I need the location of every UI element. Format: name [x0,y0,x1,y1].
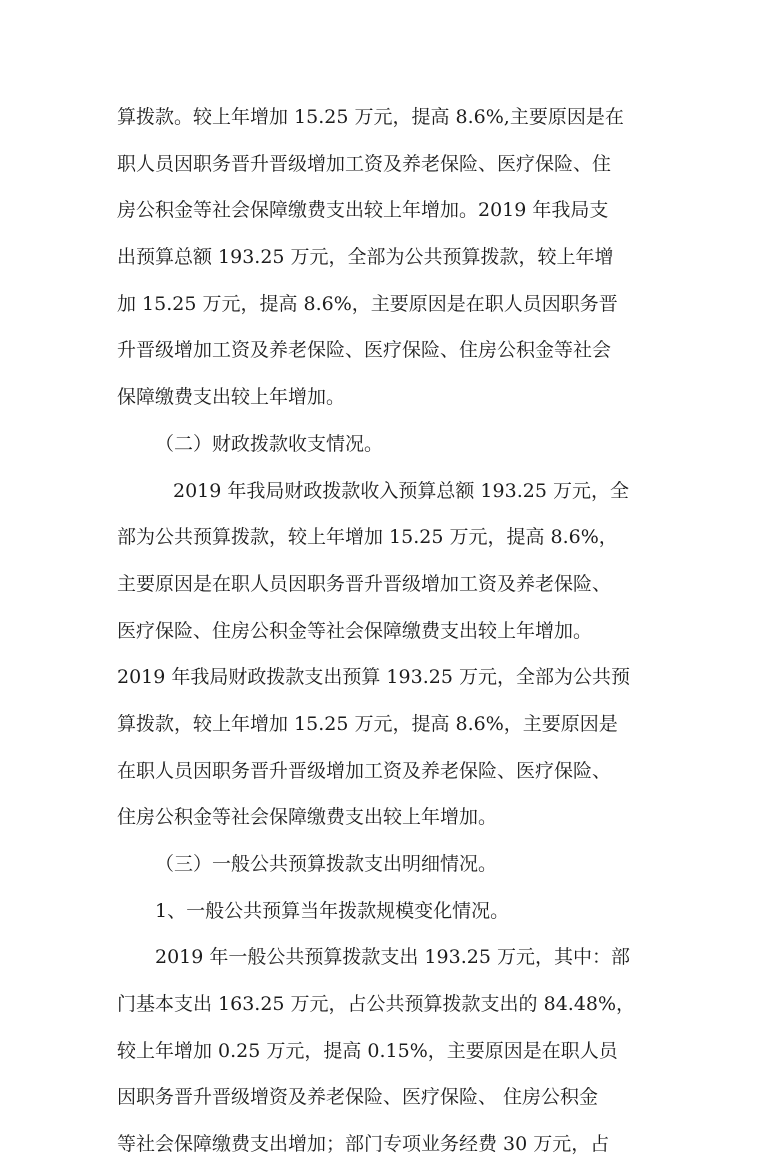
text-line: 职人员因职务晋升晋级增加工资及养老保险、医疗保险、住 [117,152,612,175]
text-line: 升晋级增加工资及养老保险、医疗保险、住房公积金等社会 [117,339,612,362]
text-line: 因职务晋升晋级增资及养老保险、医疗保险、 住房公积金 [117,1086,599,1109]
text-line: 出预算总额 193.25 万元，全部为公共预算拨款，较上年增 [117,246,614,269]
text-line: 2019 年我局财政拨款收入预算总额 193.25 万元，全 [173,479,629,502]
text-line: 医疗保险、住房公积金等社会保障缴费支出较上年增加。 [117,619,593,642]
section-heading: （二）财政拨款收支情况。 [155,432,384,455]
text-line: 房公积金等社会保障缴费支出较上年增加。2019 年我局支 [117,199,609,222]
text-line: 2019 年我局财政拨款支出预算 193.25 万元，全部为公共预 [117,666,630,689]
subsection-heading: 1、一般公共预算当年拨款规模变化情况。 [155,899,510,922]
text-line: 算拨款，较上年增加 15.25 万元，提高 8.6%，主要原因是 [117,712,618,735]
text-line: 在职人员因职务晋升晋级增加工资及养老保险、医疗保险、 [117,759,612,782]
text-line: 住房公积金等社会保障缴费支出较上年增加。 [117,806,498,829]
text-line: 等社会保障缴费支出增加；部门专项业务经费 30 万元，占 [117,1133,610,1156]
text-line: 主要原因是在职人员因职务晋升晋级增加工资及养老保险、 [117,572,612,595]
text-line: 门基本支出 163.25 万元，占公共预算拨款支出的 84.48%， [117,993,636,1016]
text-line: 2019 年一般公共预算拨款支出 193.25 万元，其中：部 [155,946,630,969]
text-line: 算拨款。较上年增加 15.25 万元，提高 8.6%,主要原因是在 [117,106,624,128]
text-line: 保障缴费支出较上年增加。 [117,386,346,409]
document-body [117,94,647,1168]
text-line: 较上年增加 0.25 万元，提高 0.15%，主要原因是在职人员 [117,1039,618,1062]
text-line: 加 15.25 万元，提高 8.6%，主要原因是在职人员因职务晋 [117,292,618,315]
section-heading: （三）一般公共预算拨款支出明细情况。 [155,853,498,875]
text-line: 部为公共预算拨款，较上年增加 15.25 万元，提高 8.6%， [117,526,618,549]
